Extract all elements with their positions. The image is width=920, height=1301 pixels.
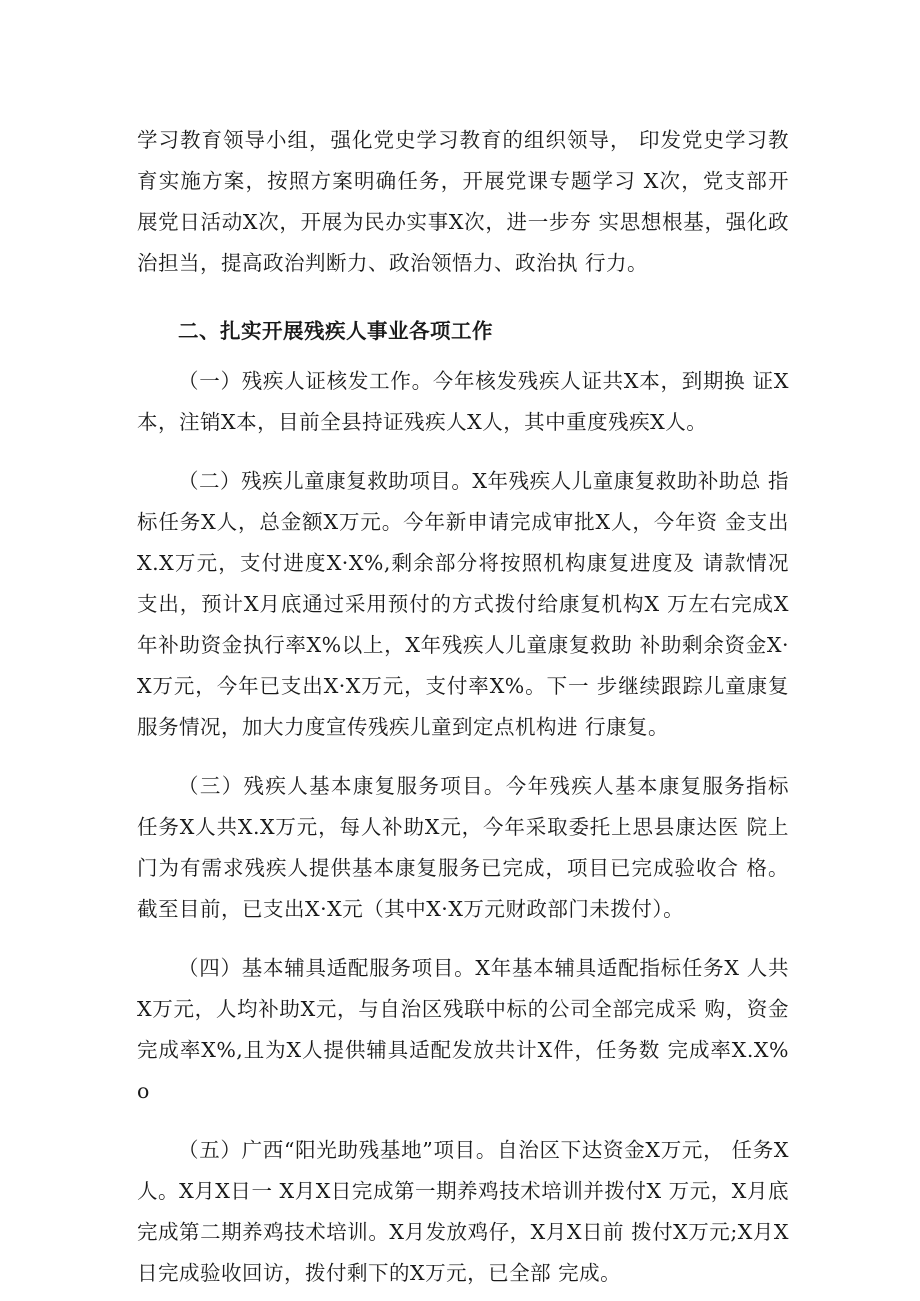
- paragraph-disability-certificate: （一）残疾人证核发工作。今年核发残疾人证共X本，到期换 证X本，注销X本，目前全县持证残疾人X人，其中重度残疾X人。: [137, 369, 789, 434]
- paragraph-child-rehabilitation: （二）残疾儿童康复救助项目。X年残疾人儿童康复救助补助总 指标任务X人，总金额X万元。今年新申请完成审批X人，今年资 金支出X.X万元，支付进度X·X%,剩余部分将按照机构康复进度及 请款情况支出，预计X月底通过采用预付的方式拨付给康复机构X 万左右完成X年补助资金执行率X%以上，X年残疾人儿童康复救助 补助剩余资金X·X万元，今年已支出X·X万元，支付率X%。下一 步继续跟踪儿童康复服务情况，加大力度宣传残疾儿童到定点机构进 行康复。: [137, 469, 789, 739]
- paragraph-assistive-devices: （四）基本辅具适配服务项目。X年基本辅具适配指标任务X 人共X万元，人均补助X元，与自治区残联中标的公司全部完成采 购，资金完成率X%,且为X人提供辅具适配发放共计X件，任务数 完成率X.X%o: [137, 956, 789, 1103]
- paragraph-party-history-study: 学习教育领导小组，强化党史学习教育的组织领导， 印发党史学习教育实施方案，按照方案明确任务，开展党课专题学习 X次，党支部开展党日活动X次，开展为民办实事X次，进一步夯 实思想根基，强化政治担当，提高政治判断力、政治领悟力、政治执 行力。: [137, 128, 789, 275]
- document-body: [137, 120, 789, 1294]
- paragraph-gap: [137, 443, 789, 461]
- paragraph-basic-rehabilitation: （三）残疾人基本康复服务项目。今年残疾人基本康复服务指标 任务X人共X.X万元，每人补助X元，今年采取委托上思县康达医 院上门为有需求残疾人提供基本康复服务已完成，项目已完成验收合 格。截至目前，已支出X·X元（其中X·X万元财政部门未拨付）。: [137, 774, 789, 921]
- paragraph-sunshine-base: （五）广西“阳光助残基地”项目。自治区下达资金X万元， 任务X人。X月X日一 X月X日完成第一期养鸡技术培训并拨付X 万元，X月底完成第二期养鸡技术培训。X月发放鸡仔，X月X日前 拨付X万元;X月X日完成验收回访，拨付剩下的X万元，已全部 完成。: [137, 1138, 789, 1285]
- paragraph-gap: [137, 284, 789, 302]
- paragraph-gap: [137, 748, 789, 766]
- paragraph-gap: [137, 1112, 789, 1130]
- section-heading: 二、扎实开展残疾人事业各项工作: [178, 319, 493, 343]
- paragraph-gap: [137, 930, 789, 948]
